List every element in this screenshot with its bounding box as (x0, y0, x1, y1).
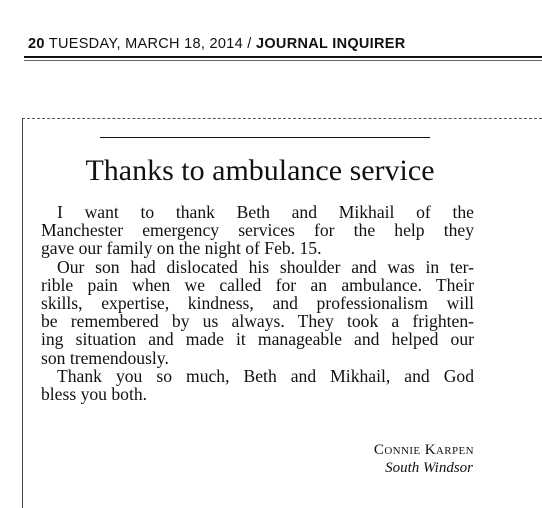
page-number: 20 (28, 36, 45, 52)
body-line: Our son had dislocated his shoulder and was in ter- (57, 256, 474, 277)
body-line: be remembered by us always. They took a frighten- (41, 311, 474, 332)
letter-body (41, 203, 474, 403)
body-line: ing situation and made it manageable and helped our (41, 329, 474, 350)
body-line: rible pain when we called for an ambulance. Their (41, 274, 474, 295)
page-header (28, 36, 406, 52)
letter-headline: Thanks to ambulance service (85, 154, 435, 187)
header-rule-thin (24, 60, 542, 61)
headline-rule (100, 137, 430, 138)
body-line: son tremendously. (41, 347, 169, 368)
body-line: Thank you so much, Beth and Mikhail, and God (57, 365, 474, 386)
issue-date: TUESDAY, MARCH 18, 2014 (48, 36, 243, 52)
publication-name: JOURNAL INQUIRER (255, 36, 406, 52)
column-rule (22, 118, 23, 508)
signature-name: Connie Karpen (373, 442, 474, 458)
header-rule (24, 56, 542, 58)
body-line: gave our family on the night of Feb. 15. (41, 238, 322, 259)
signature-place: South Windsor (385, 460, 473, 476)
body-line: I want to thank Beth and Mikhail of the (57, 202, 474, 222)
body-line: bless you both. (41, 383, 148, 404)
section-divider (22, 118, 542, 119)
body-line: skills, expertise, kindness, and professionalism will (41, 292, 474, 313)
header-separator: / (247, 36, 252, 52)
body-line: Manchester emergency services for the help they (41, 220, 474, 241)
